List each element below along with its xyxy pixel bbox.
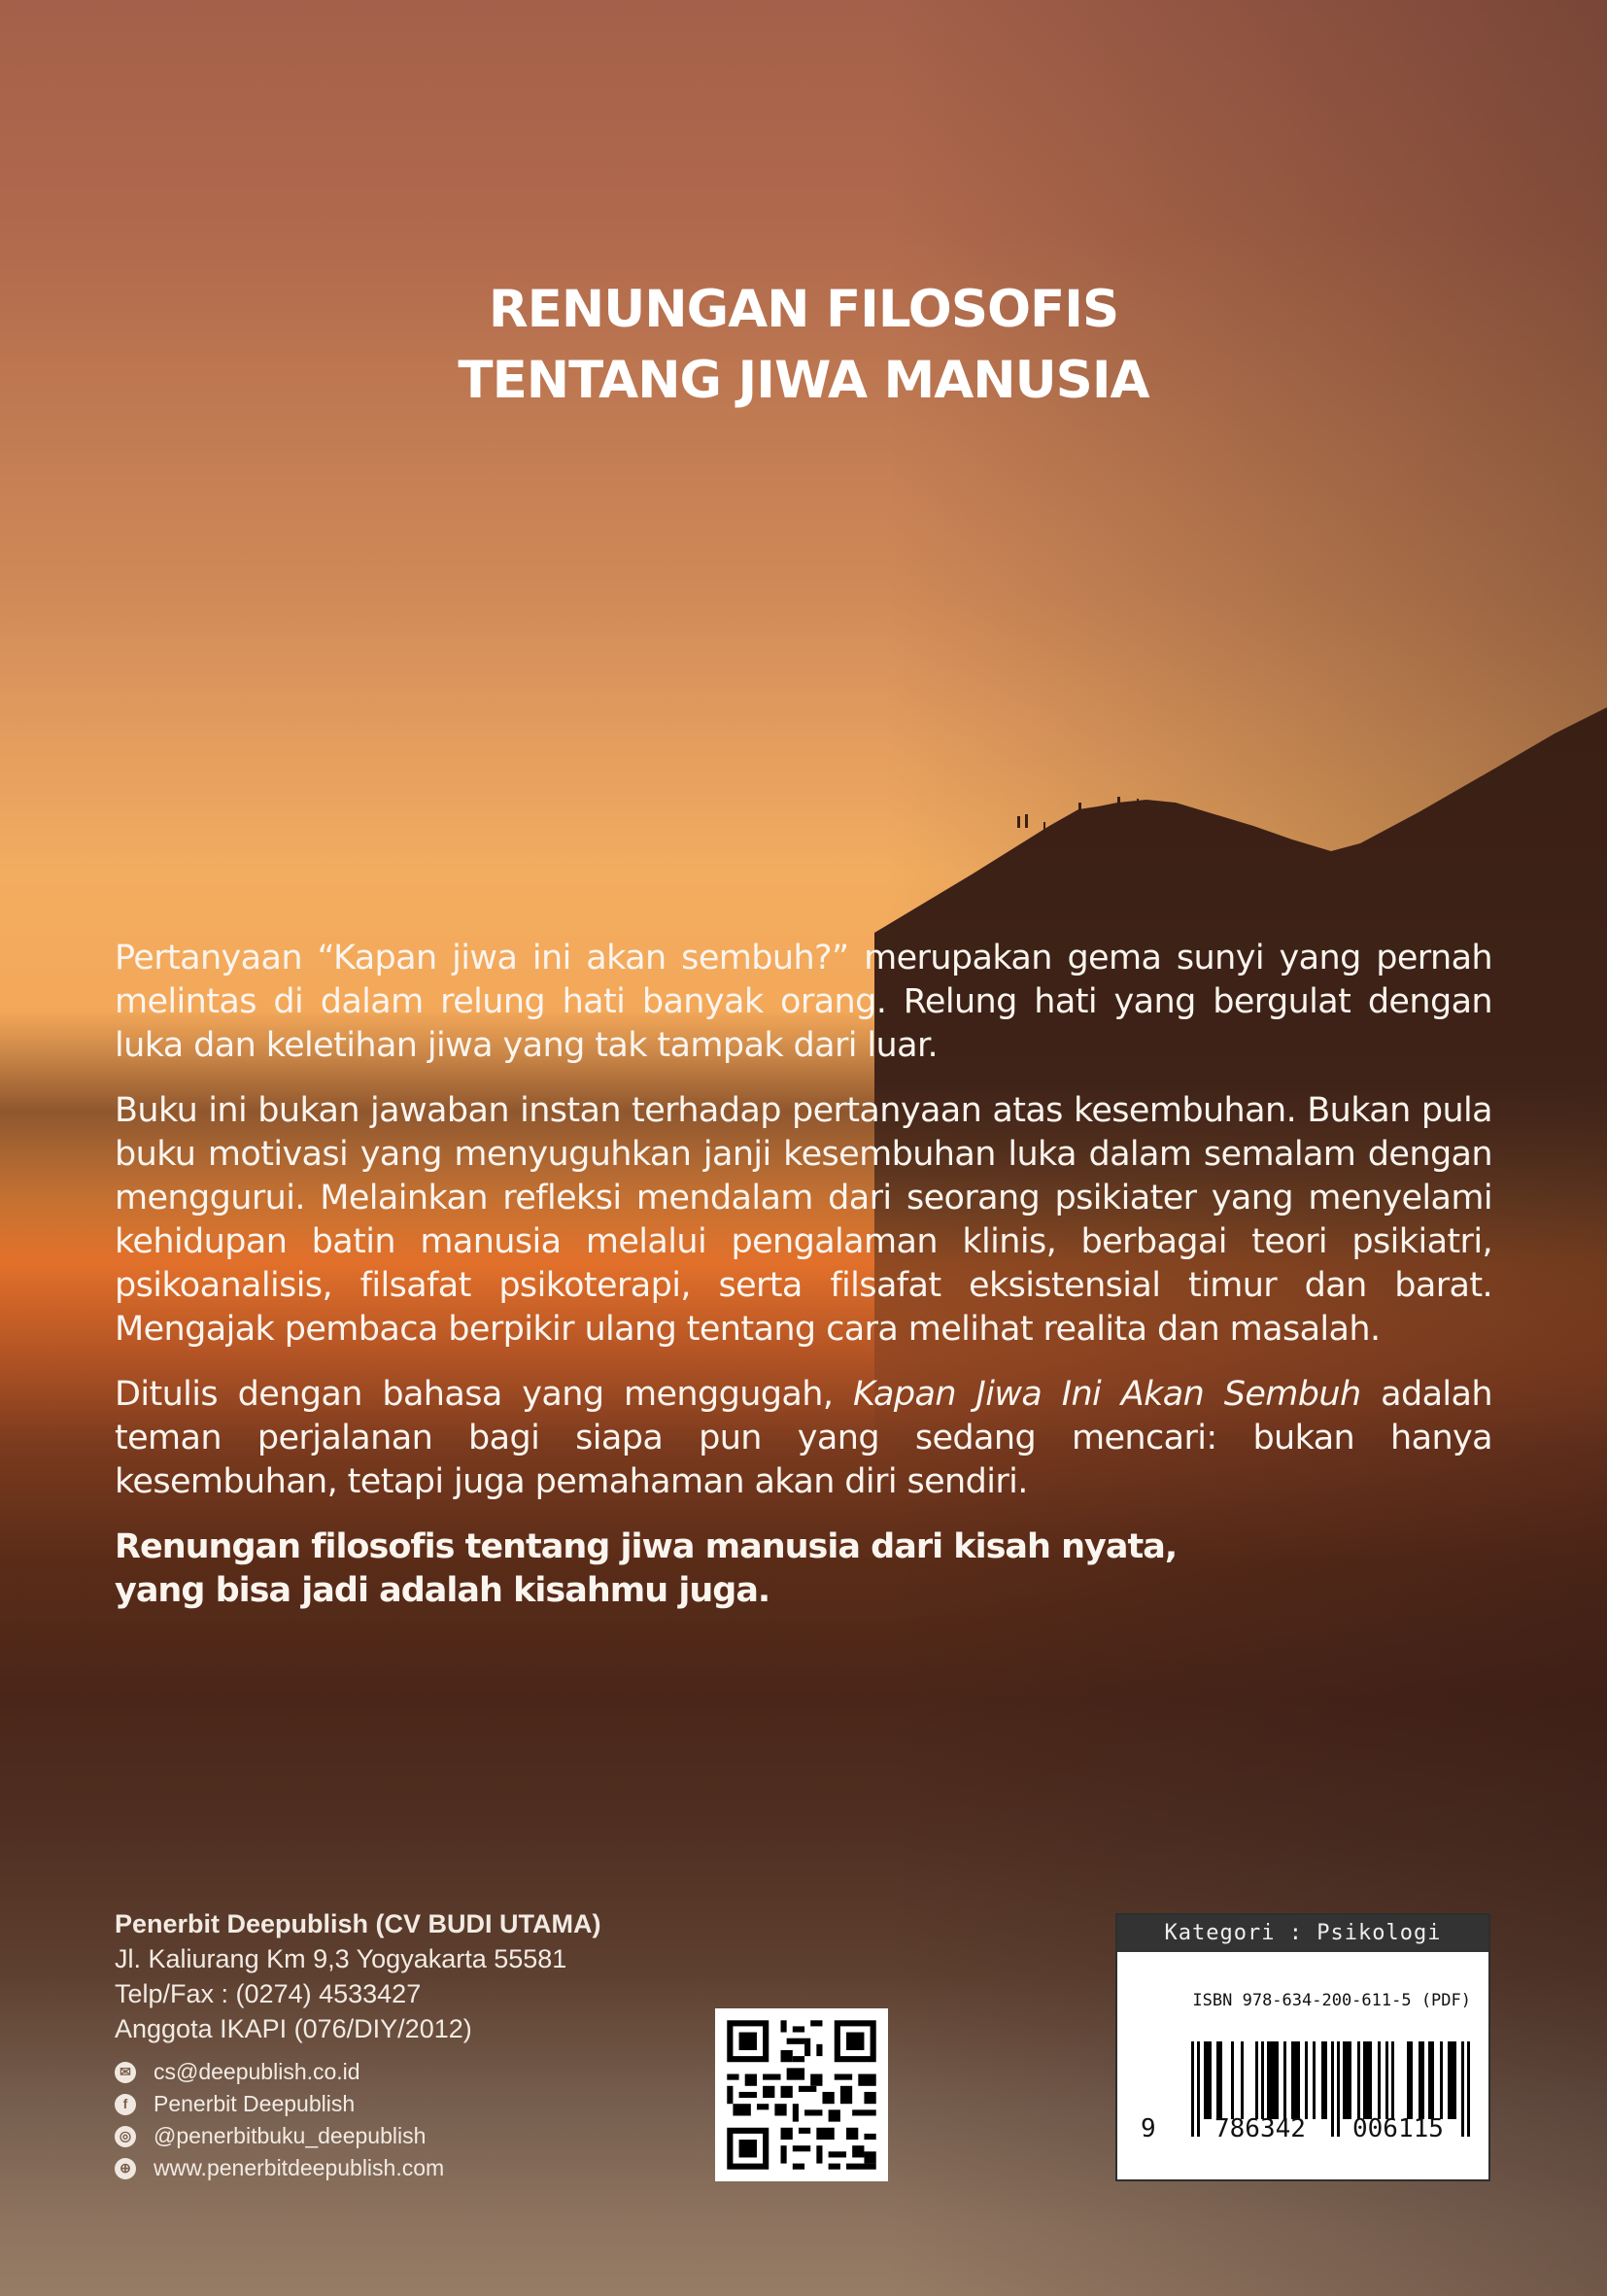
publisher-name: Penerbit Deepublish (CV BUDI UTAMA) [115,1909,601,1938]
publisher-address: Jl. Kaliurang Km 9,3 Yogyakarta 55581 [115,1944,567,1973]
publisher-ikapi: Anggota IKAPI (076/DIY/2012) [115,2014,472,2043]
tagline-line-1: Renungan filosofis tentang jiwa manusia dari kisah nyata, [115,1527,1178,1566]
blurb-paragraph-1: Pertanyaan “Kapan jiwa ini akan sembuh?” merupakan gema sunyi yang pernah melintas di dalam relung hati banyak orang. Relung hati yang bergulat dengan luka dan keletihan jiwa yang tak tampak dari luar. [115,939,1492,1065]
contact-facebook[interactable] [115,2088,698,2120]
publisher-phone: Telp/Fax : (0274) 4533427 [115,1979,422,2008]
contact-instagram-text: @penerbitbuku_deepublish [154,2123,427,2148]
facebook-icon: f [115,2094,136,2115]
tagline [115,1525,1492,1613]
contact-email-text: cs@deepublish.co.id [154,2059,360,2084]
isbn-number: ISBN 978-634-200-611-5 (PDF) [1192,1991,1471,2010]
blurb-paragraph-2: Buku ini bukan jawaban instan terhadap pertanyaan atas kesembuhan. Bukan pula buku motivasi yang menyuguhkan janji kesembuhan luka dalam semalam dengan menggurui. Melainkan refleksi mendalam dari seorang psikiater yang menyelami kehidupan batin manusia melalui pengalaman klinis, berbagai teori psikiatri, psikoanalisis, filsafat psikoterapi, serta filsafat eksistensial timur dan barat. Mengajak pembaca berpikir ulang tentang cara melihat realita dan masalah. [115,1091,1492,1349]
contact-website-text: www.penerbitdeepublish.com [154,2155,445,2180]
tagline-line-2: yang bisa jadi adalah kisahmu juga. [115,1571,770,1610]
globe-icon: ⊕ [115,2158,136,2179]
category-label: Kategori : Psikologi [1117,1915,1488,1952]
blurb-p3-start: Ditulis dengan bahasa yang menggugah, [115,1375,853,1414]
email-icon: ✉ [115,2062,136,2083]
barcode-digit-lead: 9 [1141,2114,1156,2143]
instagram-icon: ◎ [115,2126,136,2147]
book-title-italic: Kapan Jiwa Ini Akan Sembuh [852,1375,1361,1414]
contact-instagram[interactable] [115,2120,698,2152]
blurb-p3-end: adalah teman perjalanan bagi siapa pun yang sedang mencari: bukan hanya kesembuhan, tetapi juga pemahaman akan diri sendiri. [115,1375,1492,1501]
cover-headline [0,274,1607,416]
publisher-info [115,1906,698,2184]
contact-facebook-text: Penerbit Deepublish [154,2091,356,2116]
qr-code-pattern [715,2008,888,2181]
contact-email[interactable] [115,2056,698,2088]
isbn-barcode-box [1115,1913,1490,2181]
qr-code[interactable] [715,2008,888,2181]
blurb-paragraph-3 [115,1373,1492,1504]
headline-line-2: TENTANG JIWA MANUSIA [458,351,1149,410]
contact-list [115,2056,698,2184]
barcode-digits-left: 786342 [1214,2114,1306,2143]
headline-line-1: RENUNGAN FILOSOFIS [488,280,1119,339]
barcode-digits-right: 006115 [1352,2114,1444,2143]
contact-website[interactable] [115,2152,698,2184]
blurb [115,937,1492,1634]
